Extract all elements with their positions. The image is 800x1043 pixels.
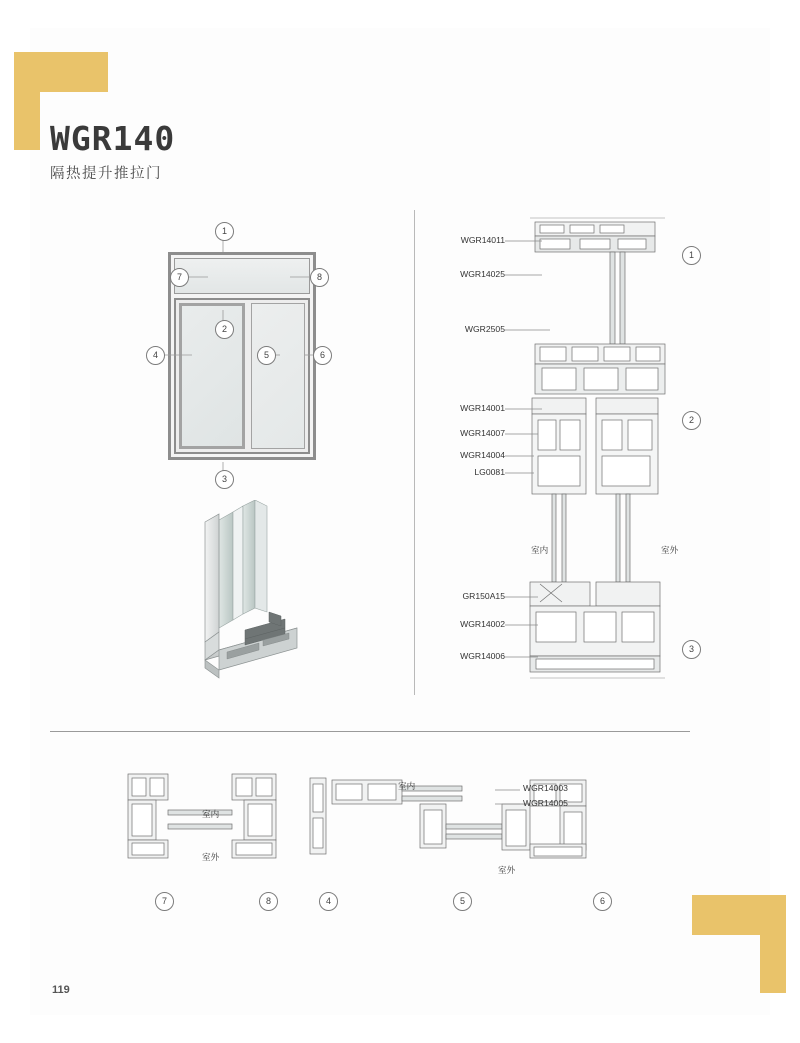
page-title: WGR140	[50, 119, 176, 158]
vertical-divider	[414, 210, 415, 695]
bottom-section-number-8[interactable]: 8	[259, 892, 278, 911]
bottom-section-number-7[interactable]: 7	[155, 892, 174, 911]
section-number-1[interactable]: 1	[682, 246, 701, 265]
bottom-label-wgr14003: WGR14003	[523, 783, 568, 793]
bottom-indoor-label-right: 室内	[398, 781, 416, 791]
bottom-outdoor-label-right: 室外	[498, 865, 516, 875]
section-label-wgr14025: WGR14025	[460, 269, 505, 279]
page-subtitle: 隔热提升推拉门	[50, 166, 162, 182]
elevation-callout-4[interactable]: 4	[146, 346, 165, 365]
section-label-lg0081: LG0081	[474, 467, 505, 477]
bottom-outdoor-label-left: 室外	[202, 852, 220, 862]
bottom-indoor-label-left: 室内	[202, 809, 220, 819]
elevation-callout-6[interactable]: 6	[313, 346, 332, 365]
bottom-section-number-4[interactable]: 4	[319, 892, 338, 911]
section-label-wgr14001: WGR14001	[460, 403, 505, 413]
decor-corner-bottom-right-column	[760, 895, 786, 993]
elevation-callout-7[interactable]: 7	[170, 268, 189, 287]
horizontal-divider	[50, 731, 690, 732]
section-label-wgr14004: WGR14004	[460, 450, 505, 460]
elevation-callout-8[interactable]: 8	[310, 268, 329, 287]
bottom-section-number-6[interactable]: 6	[593, 892, 612, 911]
page-title-block	[50, 119, 176, 183]
isometric-corner-render	[185, 500, 315, 690]
section-outdoor-label: 室外	[661, 545, 679, 555]
page-number: 119	[52, 984, 70, 996]
section-label-wgr14006: WGR14006	[460, 651, 505, 661]
section-number-3[interactable]: 3	[682, 640, 701, 659]
section-label-wgr14011: WGR14011	[460, 235, 505, 245]
section-label-wgr2505: WGR2505	[464, 324, 505, 334]
bottom-section-number-5[interactable]: 5	[453, 892, 472, 911]
section-label-wgr14002: WGR14002	[460, 619, 505, 629]
elevation-callout-5[interactable]: 5	[257, 346, 276, 365]
section-number-2[interactable]: 2	[682, 411, 701, 430]
bottom-label-wgr14005: WGR14005	[523, 798, 568, 808]
elevation-callout-3[interactable]: 3	[215, 470, 234, 489]
elevation-callout-1[interactable]: 1	[215, 222, 234, 241]
decor-corner-top-left-column	[14, 52, 40, 150]
elevation-callout-2[interactable]: 2	[215, 320, 234, 339]
section-label-wgr14007: WGR14007	[460, 428, 505, 438]
section-indoor-label: 室内	[531, 545, 549, 555]
section-label-gr150a15: GR150A15	[462, 591, 505, 601]
